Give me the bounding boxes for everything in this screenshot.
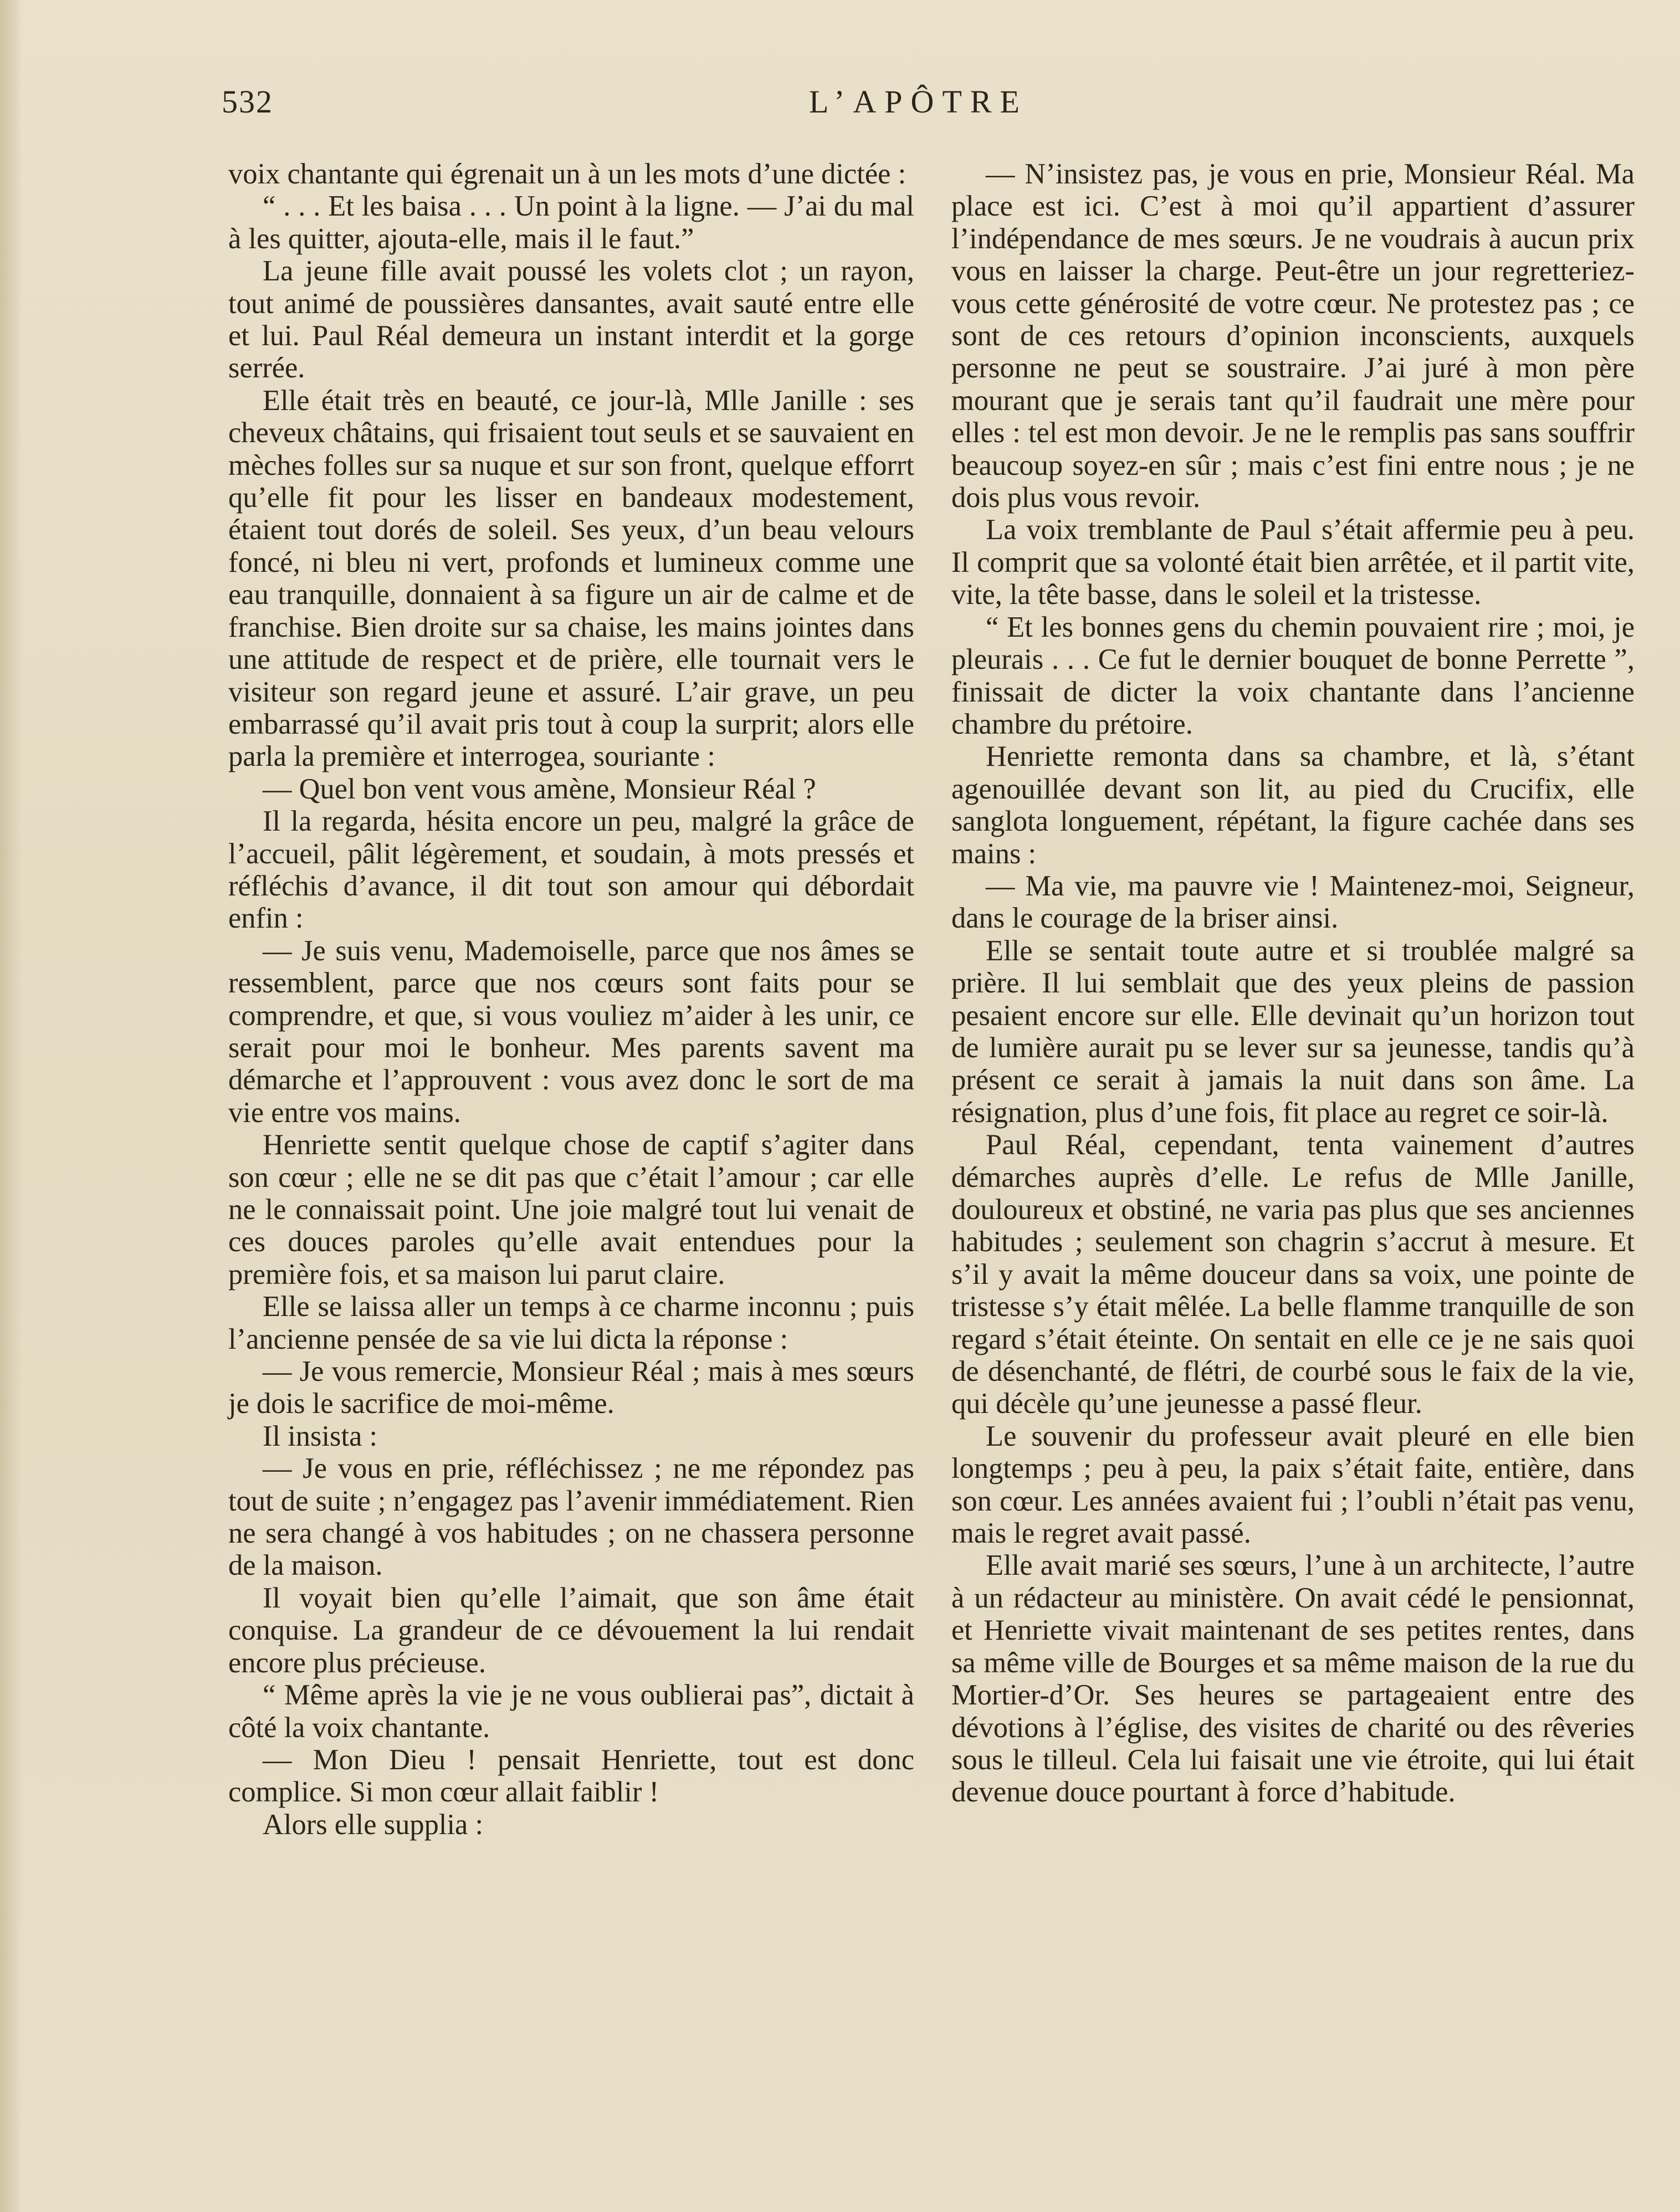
- paragraph: Il voyait bien qu’elle l’aimait, que son âme était conquise. La grandeur de ce dévouement la lui rendait encore plus précieuse.: [228, 1581, 914, 1679]
- running-head: L’APÔTRE: [809, 84, 1028, 120]
- paragraph: Le souvenir du professeur avait pleuré en elle bien longtemps ; peu à peu, la paix s’était faite, entière, dans son cœur. Les années avaient fui ; l’oubli n’était pas venu, mais le regret avait passé.: [951, 1420, 1635, 1550]
- paragraph: “ . . . Et les baisa . . . Un point à la ligne. — J’ai du mal à les quitter, ajouta-elle, mais il le faut.”: [228, 190, 914, 255]
- paragraph: Il insista :: [263, 1420, 378, 1452]
- paragraph: Henriette remonta dans sa chambre, et là, s’étant agenouillée devant son lit, au pied du Crucifix, elle sanglota longuement, répétant, la figure cachée dans ses mains :: [951, 740, 1635, 870]
- paragraph: — Je suis venu, Mademoiselle, parce que nos âmes se ressemblent, parce que nos cœurs sont faits pour se comprendre, et que, si vous vouliez m’aider à les unir, ce serait pour moi le bonheur. Mes parents savent ma démarche et l’approuvent : vous avez donc le sort de ma vie entre vos mains.: [228, 934, 914, 1129]
- paragraph: Elle était très en beauté, ce jour-là, Mlle Janille : ses cheveux châtains, qui frisaient tout seuls et se sauvaient en mèches folles sur sa nuque et sur son front, quelque efforrt qu’elle fit pour les lisser en bandeaux modestement, étaient tout dorés de soleil. Ses yeux, d’un beau velours foncé, ni bleu ni vert, profonds et lumineux comme une eau tranquille, donnaient à sa figure un air de calme et de franchise. Bien droite sur sa chaise, les mains jointes dans une attitude de respect et de prière, elle tournait vers le visiteur son regard jeune et assuré. L’air grave, un peu embarrassé qu’il avait pris tout à coup la surprit; alors elle parla la première et interrogea, souriante :: [228, 384, 914, 773]
- left-column: [228, 158, 914, 1841]
- paragraph: Paul Réal, cependant, tenta vainement d’autres démarches auprès d’elle. Le refus de Mlle Janille, douloureux et obstiné, ne varia pas plus que ses anciennes habitudes ; seulement son chagrin s’accrut à mesure. Et s’il y avait la même douceur dans sa voix, une pointe de tristesse s’y était mêlée. La belle flamme tranquille de son regard s’était éteinte. On sentait en elle ce je ne sais quoi de désenchanté, de flétri, de courbé sous le faix de la vie, qui décèle qu’une jeunesse a passé fleur.: [951, 1129, 1635, 1420]
- paragraph: Alors elle supplia :: [263, 1808, 484, 1841]
- paragraph: Elle se sentait toute autre et si troublée malgré sa prière. Il lui semblait que des yeux pleins de passion pesaient encore sur elle. Elle devinait qu’un horizon tout de lumière aurait pu se lever sur sa jeunesse, tandis qu’à présent ce serait à jamais la nuit dans son âme. La résignation, plus d’une fois, fit place au regret ce soir-là.: [951, 934, 1635, 1129]
- paragraph: — Je vous remercie, Monsieur Réal ; mais à mes sœurs je dois le sacrifice de moi-même.: [228, 1355, 914, 1420]
- right-column: [951, 158, 1635, 1809]
- paragraph: “ Et les bonnes gens du chemin pouvaient rire ; moi, je pleurais . . . Ce fut le dernier bouquet de bonne Perrette ”, finissait de dicter la voix chantante dans l’ancienne chambre du prétoire.: [951, 611, 1635, 740]
- page-edge-shadow: [0, 0, 22, 2212]
- paragraph: Elle se laissa aller un temps à ce charme inconnu ; puis l’ancienne pensée de sa vie lui dicta la réponse :: [228, 1291, 914, 1355]
- paragraph: Elle avait marié ses sœurs, l’une à un architecte, l’autre à un rédacteur au ministère. On avait cédé le pensionnat, et Henriette vivait maintenant de ses petites rentes, dans sa même ville de Bourges et sa même maison de la rue du Mortier-d’Or. Ses heures se partageaient entre des dévotions à l’église, des visites de charité ou des rêveries sous le tilleul. Cela lui faisait une vie étroite, qui lui était devenue douce pourtant à force d’habitude.: [951, 1549, 1635, 1809]
- paragraph: La jeune fille avait poussé les volets clot ; un rayon, tout animé de poussières dansantes, avait sauté entre elle et lui. Paul Réal demeura un instant interdit et la gorge serrée.: [228, 255, 914, 385]
- paragraph: — N’insistez pas, je vous en prie, Monsieur Réal. Ma place est ici. C’est à moi qu’il appartient d’assurer l’indépendance de mes sœurs. Je ne voudrais à aucun prix vous en laisser la charge. Peut-être un jour regretteriez-vous cette générosité de votre cœur. Ne protestez pas ; ce sont de ces retours d’opinion inconscients, auxquels personne ne peut se soustraire. J’ai juré à mon père mourant que je serais tant qu’il faudrait une mère pour elles : tel est mon devoir. Je ne le remplis pas sans souffrir beaucoup soyez-en sûr ; mais c’est fini entre nous ; je ne dois plus vous revoir.: [951, 158, 1635, 514]
- paragraph: — Quel bon vent vous amène, Monsieur Réal ?: [263, 772, 816, 805]
- paragraph: voix chantante qui égrenait un à un les mots d’une dictée :: [228, 158, 906, 190]
- paragraph: “ Même après la vie je ne vous oublierai pas”, dictait à côté la voix chantante.: [228, 1679, 914, 1744]
- paragraph: — Mon Dieu ! pensait Henriette, tout est donc complice. Si mon cœur allait faiblir !: [228, 1743, 914, 1809]
- paragraph: La voix tremblante de Paul s’était affermie peu à peu. Il comprit que sa volonté était bien arrêtée, et il partit vite, vite, la tête basse, dans le soleil et la tristesse.: [951, 514, 1635, 611]
- paragraph: Henriette sentit quelque chose de captif s’agiter dans son cœur ; elle ne se dit pas que c’était l’amour ; car elle ne le connaissait point. Une joie malgré tout lui venait de ces douces paroles qu’elle avait entendues pour la première fois, et sa maison lui parut claire.: [228, 1129, 914, 1291]
- paragraph: — Je vous en prie, réfléchissez ; ne me répondez pas tout de suite ; n’engagez pas l’avenir immédiatement. Rien ne sera changé à vos habitudes ; on ne chassera personne de la maison.: [228, 1452, 914, 1582]
- paragraph: — Ma vie, ma pauvre vie ! Maintenez-moi, Seigneur, dans le courage de la briser ainsi.: [951, 869, 1635, 935]
- paragraph: Il la regarda, hésita encore un peu, malgré la grâce de l’accueil, pâlit légèrement, et soudain, à mots pressés et réfléchis d’avance, il dit tout son amour qui débordait enfin :: [228, 805, 914, 935]
- page-number: 532: [222, 84, 273, 120]
